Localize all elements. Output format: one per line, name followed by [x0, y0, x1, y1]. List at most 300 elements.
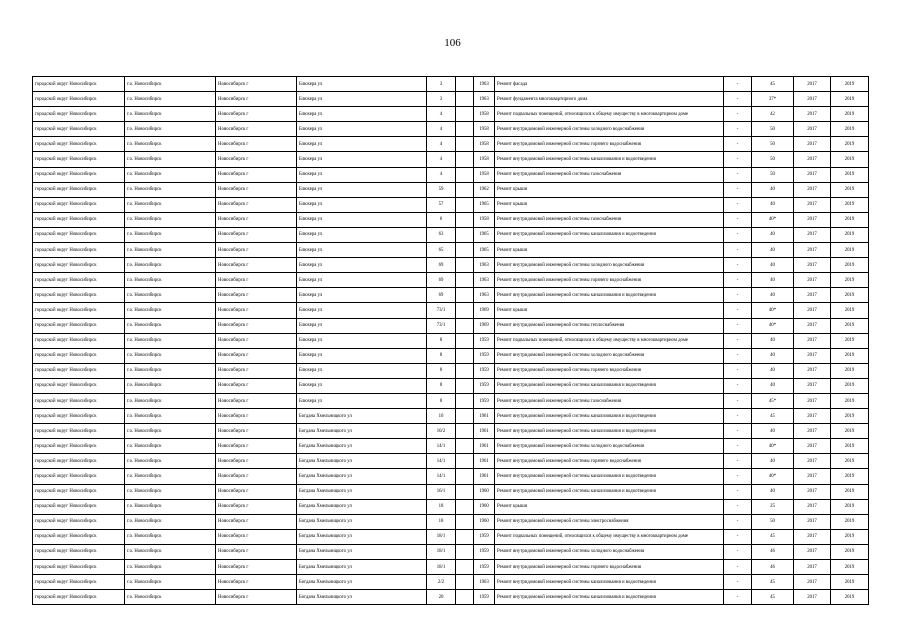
value-cell: 45 — [752, 409, 794, 424]
city-cell: Новосибирск г — [216, 409, 297, 424]
build-year-cell: 1961 — [474, 439, 495, 454]
value-cell: 40* — [752, 303, 794, 318]
municipality-cell: городской округ Новосибирск — [33, 92, 125, 107]
end-year-cell: 2019 — [831, 318, 869, 333]
street-cell: Блюхера ул — [297, 288, 427, 303]
dash-cell: - — [724, 197, 752, 212]
district-cell: г.о. Новосибирск — [125, 288, 216, 303]
end-year-cell: 2019 — [831, 348, 869, 363]
street-cell: Блюхера ул — [297, 77, 427, 92]
work-type-cell: Ремонт внутридомовой инженерной системы канализования и водоотведения — [495, 484, 724, 499]
table-row — [33, 544, 869, 559]
work-type-cell: Ремонт крыши — [495, 499, 724, 514]
municipality-cell: городской округ Новосибирск — [33, 348, 125, 363]
city-cell: Новосибирск г — [216, 454, 297, 469]
city-cell: Новосибирск г — [216, 575, 297, 590]
table-row — [33, 499, 869, 514]
blank-cell — [456, 499, 474, 514]
work-type-cell: Ремонт фундамента многоквартирного дома — [495, 92, 724, 107]
district-cell: г.о. Новосибирск — [125, 469, 216, 484]
table-row — [33, 378, 869, 393]
value-cell: 40 — [752, 197, 794, 212]
blank-cell — [456, 167, 474, 182]
end-year-cell: 2019 — [831, 363, 869, 378]
build-year-cell: 1965 — [474, 227, 495, 242]
municipality-cell: городской округ Новосибирск — [33, 499, 125, 514]
value-cell: 25 — [752, 499, 794, 514]
district-cell: г.о. Новосибирск — [125, 424, 216, 439]
district-cell: г.о. Новосибирск — [125, 167, 216, 182]
street-cell: Богдана Хмельницкого ул — [297, 439, 427, 454]
dash-cell: - — [724, 529, 752, 544]
build-year-cell: 1959 — [474, 348, 495, 363]
municipality-cell: городской округ Новосибирск — [33, 107, 125, 122]
house-number-cell: 59 — [427, 182, 456, 197]
build-year-cell: 1960 — [474, 484, 495, 499]
start-year-cell: 2017 — [794, 212, 831, 227]
street-cell: Блюхера ул — [297, 92, 427, 107]
work-type-cell: Ремонт внутридомовой инженерной системы канализования и водоотведения — [495, 424, 724, 439]
house-number-cell: 63 — [427, 227, 456, 242]
start-year-cell: 2017 — [794, 499, 831, 514]
district-cell: г.о. Новосибирск — [125, 409, 216, 424]
house-number-cell: 69 — [427, 288, 456, 303]
table-row — [33, 197, 869, 212]
table-row — [33, 590, 869, 605]
municipality-cell: городской округ Новосибирск — [33, 439, 125, 454]
district-cell: г.о. Новосибирск — [125, 333, 216, 348]
city-cell: Новосибирск г — [216, 77, 297, 92]
blank-cell — [456, 77, 474, 92]
city-cell: Новосибирск г — [216, 529, 297, 544]
street-cell: Блюхера ул — [297, 152, 427, 167]
table-row — [33, 182, 869, 197]
house-number-cell: 18 — [427, 514, 456, 529]
dash-cell: - — [724, 258, 752, 273]
city-cell: Новосибирск г — [216, 258, 297, 273]
dash-cell: - — [724, 107, 752, 122]
blank-cell — [456, 590, 474, 605]
value-cell: 40 — [752, 333, 794, 348]
work-type-cell: Ремонт подвальных помещений, относящихся к общему имуществу в многоквартирном доме — [495, 529, 724, 544]
street-cell: Блюхера ул — [297, 363, 427, 378]
build-year-cell: 1965 — [474, 197, 495, 212]
table-row — [33, 575, 869, 590]
value-cell: 45* — [752, 393, 794, 408]
street-cell: Богдана Хмельницкого ул — [297, 529, 427, 544]
work-type-cell: Ремонт подвальных помещений, относящихся к общему имуществу в многоквартирном доме — [495, 107, 724, 122]
municipality-cell: городской округ Новосибирск — [33, 212, 125, 227]
start-year-cell: 2017 — [794, 122, 831, 137]
value-cell: 37* — [752, 92, 794, 107]
street-cell: Блюхера ул — [297, 197, 427, 212]
value-cell: 40* — [752, 469, 794, 484]
dash-cell: - — [724, 273, 752, 288]
house-number-cell: 2/2 — [427, 575, 456, 590]
city-cell: Новосибирск г — [216, 469, 297, 484]
district-cell: г.о. Новосибирск — [125, 378, 216, 393]
end-year-cell: 2019 — [831, 212, 869, 227]
municipality-cell: городской округ Новосибирск — [33, 137, 125, 152]
house-number-cell: 14/1 — [427, 469, 456, 484]
street-cell: Богдана Хмельницкого ул — [297, 469, 427, 484]
build-year-cell: 1958 — [474, 137, 495, 152]
end-year-cell: 2019 — [831, 182, 869, 197]
start-year-cell: 2017 — [794, 529, 831, 544]
street-cell: Богдана Хмельницкого ул — [297, 424, 427, 439]
house-number-cell: 65 — [427, 243, 456, 258]
house-number-cell: 6 — [427, 212, 456, 227]
build-year-cell: 1963 — [474, 575, 495, 590]
dash-cell: - — [724, 499, 752, 514]
work-type-cell: Ремонт внутридомовой инженерной системы горячего водоснабжения — [495, 560, 724, 575]
end-year-cell: 2019 — [831, 544, 869, 559]
table-row — [33, 167, 869, 182]
house-number-cell: 8 — [427, 333, 456, 348]
municipality-cell: городской округ Новосибирск — [33, 529, 125, 544]
build-year-cell: 1958 — [474, 122, 495, 137]
start-year-cell: 2017 — [794, 469, 831, 484]
start-year-cell: 2017 — [794, 137, 831, 152]
dash-cell: - — [724, 348, 752, 363]
city-cell: Новосибирск г — [216, 92, 297, 107]
build-year-cell: 1958 — [474, 152, 495, 167]
start-year-cell: 2017 — [794, 258, 831, 273]
end-year-cell: 2019 — [831, 77, 869, 92]
dash-cell: - — [724, 378, 752, 393]
municipality-cell: городской округ Новосибирск — [33, 469, 125, 484]
dash-cell: - — [724, 439, 752, 454]
build-year-cell: 1963 — [474, 288, 495, 303]
house-number-cell: 8 — [427, 393, 456, 408]
work-type-cell: Ремонт крыши — [495, 243, 724, 258]
end-year-cell: 2019 — [831, 424, 869, 439]
build-year-cell: 1960 — [474, 499, 495, 514]
street-cell: Блюхера ул — [297, 273, 427, 288]
municipality-cell: городской округ Новосибирск — [33, 560, 125, 575]
start-year-cell: 2017 — [794, 363, 831, 378]
end-year-cell: 2019 — [831, 303, 869, 318]
blank-cell — [456, 137, 474, 152]
blank-cell — [456, 333, 474, 348]
table-row — [33, 107, 869, 122]
dash-cell: - — [724, 122, 752, 137]
street-cell: Блюхера ул — [297, 393, 427, 408]
district-cell: г.о. Новосибирск — [125, 363, 216, 378]
dash-cell: - — [724, 303, 752, 318]
work-type-cell: Ремонт внутридомовой инженерной системы горячего водоснабжения — [495, 273, 724, 288]
blank-cell — [456, 92, 474, 107]
start-year-cell: 2017 — [794, 303, 831, 318]
start-year-cell: 2017 — [794, 378, 831, 393]
start-year-cell: 2017 — [794, 167, 831, 182]
district-cell: г.о. Новосибирск — [125, 544, 216, 559]
value-cell: 40 — [752, 288, 794, 303]
table-row — [33, 348, 869, 363]
start-year-cell: 2017 — [794, 393, 831, 408]
house-number-cell: 3 — [427, 92, 456, 107]
district-cell: г.о. Новосибирск — [125, 454, 216, 469]
city-cell: Новосибирск г — [216, 363, 297, 378]
value-cell: 40 — [752, 348, 794, 363]
end-year-cell: 2019 — [831, 258, 869, 273]
start-year-cell: 2017 — [794, 544, 831, 559]
value-cell: 40 — [752, 378, 794, 393]
house-number-cell: 69 — [427, 258, 456, 273]
house-number-cell: 8 — [427, 363, 456, 378]
table-row — [33, 514, 869, 529]
blank-cell — [456, 107, 474, 122]
start-year-cell: 2017 — [794, 273, 831, 288]
municipality-cell: городской округ Новосибирск — [33, 318, 125, 333]
city-cell: Новосибирск г — [216, 167, 297, 182]
house-number-cell: 69 — [427, 273, 456, 288]
dash-cell: - — [724, 409, 752, 424]
district-cell: г.о. Новосибирск — [125, 303, 216, 318]
street-cell: Богдана Хмельницкого ул — [297, 514, 427, 529]
street-cell: Блюхера ул — [297, 167, 427, 182]
value-cell: 40* — [752, 439, 794, 454]
municipality-cell: городской округ Новосибирск — [33, 333, 125, 348]
street-cell: Блюхера ул — [297, 212, 427, 227]
district-cell: г.о. Новосибирск — [125, 243, 216, 258]
start-year-cell: 2017 — [794, 484, 831, 499]
district-cell: г.о. Новосибирск — [125, 197, 216, 212]
build-year-cell: 1958 — [474, 167, 495, 182]
start-year-cell: 2017 — [794, 333, 831, 348]
street-cell: Блюхера ул — [297, 227, 427, 242]
value-cell: 40 — [752, 454, 794, 469]
table-row — [33, 273, 869, 288]
build-year-cell: 1959 — [474, 378, 495, 393]
work-type-cell: Ремонт внутридомовой инженерной системы канализования и водоотведения — [495, 575, 724, 590]
start-year-cell: 2017 — [794, 575, 831, 590]
dash-cell: - — [724, 77, 752, 92]
dash-cell: - — [724, 590, 752, 605]
work-type-cell: Ремонт внутридомовой инженерной системы канализования и водоотведения — [495, 409, 724, 424]
table-row — [33, 318, 869, 333]
dash-cell: - — [724, 243, 752, 258]
end-year-cell: 2019 — [831, 514, 869, 529]
street-cell: Блюхера ул — [297, 107, 427, 122]
work-type-cell: Ремонт фасада — [495, 77, 724, 92]
dash-cell: - — [724, 288, 752, 303]
district-cell: г.о. Новосибирск — [125, 107, 216, 122]
value-cell: 46 — [752, 560, 794, 575]
district-cell: г.о. Новосибирск — [125, 348, 216, 363]
work-type-cell: Ремонт крыши — [495, 303, 724, 318]
municipality-cell: городской округ Новосибирск — [33, 575, 125, 590]
blank-cell — [456, 258, 474, 273]
value-cell: 40 — [752, 258, 794, 273]
municipality-cell: городской округ Новосибирск — [33, 514, 125, 529]
end-year-cell: 2019 — [831, 484, 869, 499]
blank-cell — [456, 197, 474, 212]
end-year-cell: 2019 — [831, 273, 869, 288]
house-number-cell: 14/1 — [427, 439, 456, 454]
end-year-cell: 2019 — [831, 439, 869, 454]
blank-cell — [456, 393, 474, 408]
district-cell: г.о. Новосибирск — [125, 152, 216, 167]
district-cell: г.о. Новосибирск — [125, 258, 216, 273]
city-cell: Новосибирск г — [216, 318, 297, 333]
dash-cell: - — [724, 92, 752, 107]
end-year-cell: 2019 — [831, 227, 869, 242]
table-row — [33, 137, 869, 152]
table-row — [33, 439, 869, 454]
work-type-cell: Ремонт внутридомовой инженерной системы холодного водоснабжения — [495, 439, 724, 454]
build-year-cell: 1961 — [474, 409, 495, 424]
street-cell: Блюхера ул — [297, 303, 427, 318]
start-year-cell: 2017 — [794, 590, 831, 605]
table-row — [33, 122, 869, 137]
dash-cell: - — [724, 393, 752, 408]
table-row — [33, 469, 869, 484]
blank-cell — [456, 288, 474, 303]
table-row — [33, 363, 869, 378]
dash-cell: - — [724, 514, 752, 529]
table-row — [33, 409, 869, 424]
district-cell: г.о. Новосибирск — [125, 137, 216, 152]
build-year-cell: 1959 — [474, 363, 495, 378]
house-number-cell: 14/1 — [427, 454, 456, 469]
municipality-cell: городской округ Новосибирск — [33, 378, 125, 393]
city-cell: Новосибирск г — [216, 107, 297, 122]
build-year-cell: 1961 — [474, 454, 495, 469]
dash-cell: - — [724, 575, 752, 590]
dash-cell: - — [724, 182, 752, 197]
street-cell: Богдана Хмельницкого ул — [297, 454, 427, 469]
district-cell: г.о. Новосибирск — [125, 439, 216, 454]
house-number-cell: 73/1 — [427, 303, 456, 318]
value-cell: 45 — [752, 575, 794, 590]
city-cell: Новосибирск г — [216, 273, 297, 288]
table-row — [33, 333, 869, 348]
street-cell: Блюхера ул — [297, 378, 427, 393]
blank-cell — [456, 378, 474, 393]
build-year-cell: 1959 — [474, 590, 495, 605]
district-cell: г.о. Новосибирск — [125, 575, 216, 590]
city-cell: Новосибирск г — [216, 424, 297, 439]
table-row — [33, 393, 869, 408]
house-number-cell: 4 — [427, 137, 456, 152]
end-year-cell: 2019 — [831, 575, 869, 590]
work-type-cell: Ремонт внутридомовой инженерной системы газоснабжения — [495, 212, 724, 227]
start-year-cell: 2017 — [794, 182, 831, 197]
start-year-cell: 2017 — [794, 152, 831, 167]
municipality-cell: городской округ Новосибирск — [33, 363, 125, 378]
build-year-cell: 1961 — [474, 469, 495, 484]
dash-cell: - — [724, 424, 752, 439]
city-cell: Новосибирск г — [216, 122, 297, 137]
table-row — [33, 560, 869, 575]
value-cell: 50 — [752, 167, 794, 182]
street-cell: Блюхера ул — [297, 333, 427, 348]
municipality-cell: городской округ Новосибирск — [33, 590, 125, 605]
municipality-cell: городской округ Новосибирск — [33, 409, 125, 424]
build-year-cell: 1959 — [474, 333, 495, 348]
blank-cell — [456, 152, 474, 167]
start-year-cell: 2017 — [794, 243, 831, 258]
street-cell: Богдана Хмельницкого ул — [297, 544, 427, 559]
work-type-cell: Ремонт внутридомовой инженерной системы канализования и водоотведения — [495, 469, 724, 484]
work-type-cell: Ремонт внутридомовой инженерной системы теплоснабжения — [495, 318, 724, 333]
value-cell: 40 — [752, 273, 794, 288]
end-year-cell: 2019 — [831, 243, 869, 258]
city-cell: Новосибирск г — [216, 227, 297, 242]
end-year-cell: 2019 — [831, 197, 869, 212]
table-row — [33, 243, 869, 258]
street-cell: Богдана Хмельницкого ул — [297, 499, 427, 514]
municipality-cell: городской округ Новосибирск — [33, 243, 125, 258]
city-cell: Новосибирск г — [216, 590, 297, 605]
city-cell: Новосибирск г — [216, 393, 297, 408]
blank-cell — [456, 529, 474, 544]
blank-cell — [456, 182, 474, 197]
city-cell: Новосибирск г — [216, 333, 297, 348]
city-cell: Новосибирск г — [216, 439, 297, 454]
house-number-cell: 18/1 — [427, 544, 456, 559]
build-year-cell: 1959 — [474, 393, 495, 408]
street-cell: Блюхера ул — [297, 137, 427, 152]
work-type-cell: Ремонт внутридомовой инженерной системы электроснабжения — [495, 514, 724, 529]
city-cell: Новосибирск г — [216, 182, 297, 197]
value-cell: 40 — [752, 363, 794, 378]
dash-cell: - — [724, 152, 752, 167]
city-cell: Новосибирск г — [216, 137, 297, 152]
build-year-cell: 1969 — [474, 303, 495, 318]
work-type-cell: Ремонт внутридомовой инженерной системы канализования и водоотведения — [495, 590, 724, 605]
build-year-cell: 1961 — [474, 424, 495, 439]
dash-cell: - — [724, 212, 752, 227]
blank-cell — [456, 454, 474, 469]
house-number-cell: 73/1 — [427, 318, 456, 333]
value-cell: 40 — [752, 243, 794, 258]
house-number-cell: 4 — [427, 167, 456, 182]
work-type-cell: Ремонт внутридомовой инженерной системы холодного водоснабжения — [495, 348, 724, 363]
build-year-cell: 1963 — [474, 258, 495, 273]
table-row — [33, 303, 869, 318]
dash-cell: - — [724, 318, 752, 333]
dash-cell: - — [724, 484, 752, 499]
value-cell: 40* — [752, 318, 794, 333]
dash-cell: - — [724, 544, 752, 559]
dash-cell: - — [724, 333, 752, 348]
build-year-cell: 1963 — [474, 77, 495, 92]
district-cell: г.о. Новосибирск — [125, 182, 216, 197]
dash-cell: - — [724, 363, 752, 378]
municipality-cell: городской округ Новосибирск — [33, 544, 125, 559]
street-cell: Богдана Хмельницкого ул — [297, 575, 427, 590]
start-year-cell: 2017 — [794, 560, 831, 575]
work-type-cell: Ремонт внутридомовой инженерной системы газоснабжения — [495, 167, 724, 182]
dash-cell: - — [724, 137, 752, 152]
work-type-cell: Ремонт внутридомовой инженерной системы горячего водоснабжения — [495, 454, 724, 469]
start-year-cell: 2017 — [794, 348, 831, 363]
work-type-cell: Ремонт внутридомовой инженерной системы канализования и водоотведения — [495, 378, 724, 393]
street-cell: Богдана Хмельницкого ул — [297, 560, 427, 575]
end-year-cell: 2019 — [831, 499, 869, 514]
end-year-cell: 2019 — [831, 560, 869, 575]
work-type-cell: Ремонт внутридомовой инженерной системы холодного водоснабжения — [495, 544, 724, 559]
build-year-cell: 1963 — [474, 92, 495, 107]
district-cell: г.о. Новосибирск — [125, 514, 216, 529]
municipality-cell: городской округ Новосибирск — [33, 303, 125, 318]
end-year-cell: 2019 — [831, 409, 869, 424]
house-number-cell: 10/2 — [427, 424, 456, 439]
district-cell: г.о. Новосибирск — [125, 212, 216, 227]
table-row — [33, 212, 869, 227]
